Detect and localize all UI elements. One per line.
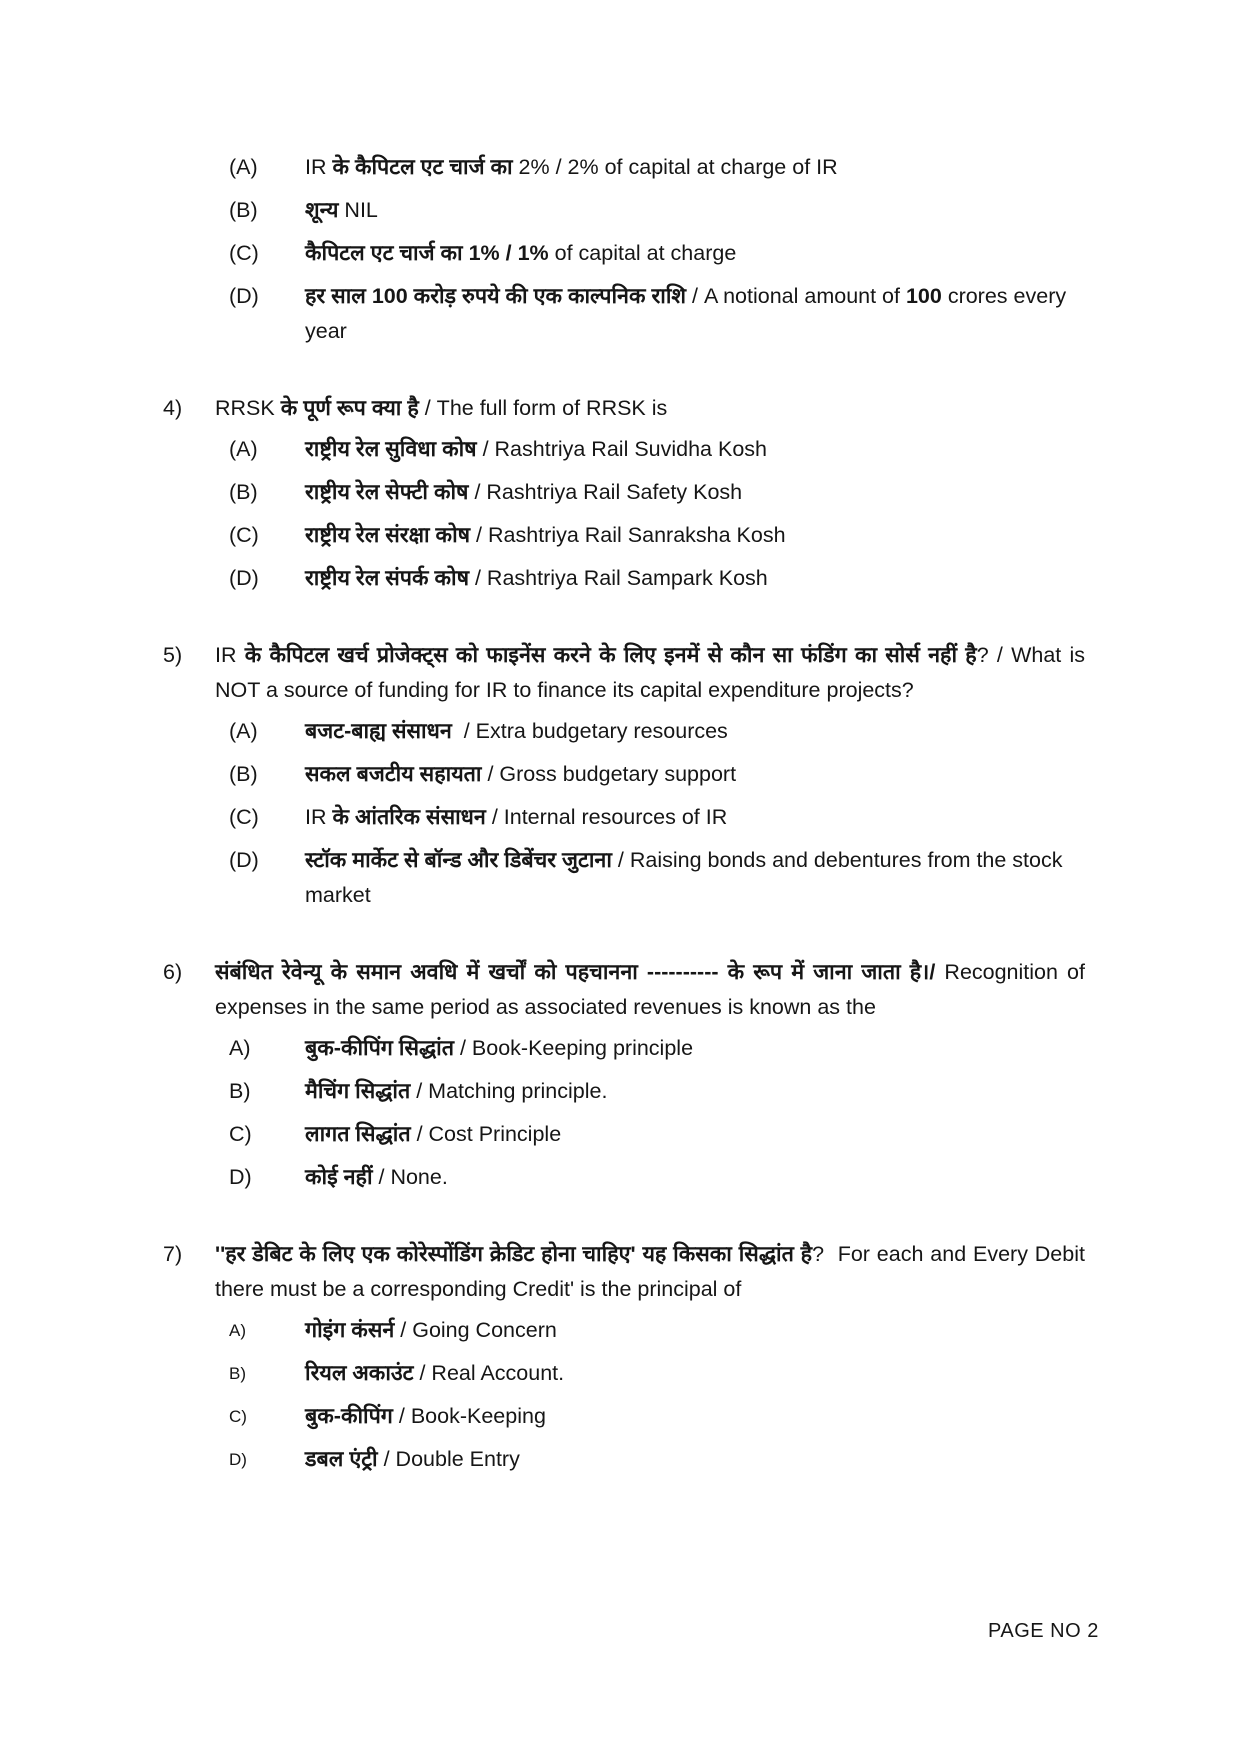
option-text-post: / Matching principle.: [410, 1079, 608, 1103]
option-text: [305, 561, 1085, 596]
option-row-a: [163, 1313, 1085, 1348]
option-text-bold: बुक-कीपिंग: [305, 1404, 393, 1428]
option-text: [305, 1356, 1085, 1391]
question-text-bold: के पूर्ण रूप क्या है: [280, 396, 419, 420]
option-text: [305, 193, 1085, 228]
option-text-bold: बजट-बाह्य संसाधन: [305, 719, 452, 743]
option-text: [305, 475, 1085, 510]
question-text-post: / The full form of RRSK is: [418, 396, 668, 420]
option-text: [305, 432, 1085, 467]
option-label: C): [229, 1407, 247, 1426]
option-label: (D): [229, 566, 259, 590]
option-text-post: / None.: [372, 1165, 448, 1189]
option-text-bold: कैपिटल एट चार्ज का 1% / 1%: [305, 241, 549, 265]
option-label: (A): [229, 155, 258, 179]
question-text-pre: RRSK: [215, 396, 281, 420]
option-label: A): [229, 1036, 251, 1060]
question-text-bold: ''हर डेबिट के लिए एक कोरेस्पोंडिंग क्रेडिट होना चाहिए' यह किसका सिद्धांत है: [215, 1242, 813, 1266]
question-text: [215, 1237, 1091, 1307]
option-row-c: [163, 236, 1085, 271]
option-text-post: / Gross budgetary support: [481, 762, 737, 786]
option-row-a: [163, 150, 1085, 185]
option-text: [305, 1074, 1085, 1109]
option-text-bold: सकल बजटीय सहायता: [305, 762, 482, 786]
option-row-d: [163, 279, 1085, 349]
option-text-post: / Rashtriya Rail Sampark Kosh: [469, 566, 768, 590]
option-label: (C): [229, 523, 259, 547]
option-text: [305, 1031, 1085, 1066]
option-label: (B): [229, 480, 258, 504]
option-text: [305, 714, 1085, 749]
question-5-heading: [163, 638, 1091, 708]
option-row-a: [163, 1031, 1085, 1066]
option-text-bold: गोइंग कंसर्न: [305, 1318, 395, 1342]
option-text-post: / Real Account.: [413, 1361, 565, 1385]
option-text: [305, 1117, 1085, 1152]
option-text-post: / Raising bonds and debentures from the stock market: [305, 848, 1069, 907]
option-row-a: [163, 432, 1085, 467]
option-text-bold: के कैपिटल एट चार्ज का: [332, 155, 513, 179]
option-text-post: / A notional amount of: [686, 284, 906, 308]
option-text-bold: राष्ट्रीय रेल संरक्षा कोष: [305, 523, 471, 547]
option-text-post: / Going Concern: [394, 1318, 557, 1342]
question-text: [215, 638, 1091, 708]
option-label: B): [229, 1364, 246, 1383]
question-6-heading: [163, 955, 1091, 1025]
option-text-bold: कोई नहीं: [305, 1165, 373, 1189]
question-7: [163, 1237, 1091, 1477]
option-label: (A): [229, 719, 258, 743]
option-text: [305, 150, 1085, 185]
option-label: (C): [229, 805, 259, 829]
option-text: [305, 843, 1085, 913]
question-4-heading: [163, 391, 1085, 426]
option-row-b: [163, 1356, 1085, 1391]
option-text-bold: राष्ट्रीय रेल संपर्क कोष: [305, 566, 470, 590]
option-row-b: [163, 475, 1085, 510]
question-number: 4): [163, 396, 183, 420]
option-row-d: [163, 1160, 1085, 1195]
question-number: 7): [163, 1242, 183, 1266]
option-text: [305, 1399, 1085, 1434]
option-row-b: [163, 757, 1085, 792]
option-text-post: / Cost Principle: [410, 1122, 562, 1146]
option-text: [305, 1313, 1085, 1348]
option-text-bold: राष्ट्रीय रेल सेफ्टी कोष: [305, 480, 469, 504]
question-text-post: ? For each and Every Debit there must be a corresponding Credit' is the principal of: [215, 1242, 1091, 1301]
option-text-post2: crores every year: [305, 284, 1073, 343]
question-3-options-continued: [163, 150, 1085, 349]
option-text-bold: रियल अकाउंट: [305, 1361, 414, 1385]
option-text-bold: डबल एंट्री: [305, 1447, 378, 1471]
option-text: [305, 1442, 1085, 1477]
option-label: (D): [229, 848, 259, 872]
option-text-post: / Rashtriya Rail Safety Kosh: [468, 480, 743, 504]
option-row-c: [163, 518, 1085, 553]
option-text-post: of capital at charge: [548, 241, 737, 265]
option-row-b: [163, 1074, 1085, 1109]
option-text-post: 2% / 2% of capital at charge of IR: [512, 155, 838, 179]
option-text-bold: लागत सिद्धांत: [305, 1122, 411, 1146]
option-text-post: / Book-Keeping: [392, 1404, 546, 1428]
option-text-post: / Extra budgetary resources: [451, 719, 728, 743]
option-text-post: / Book-Keeping principle: [454, 1036, 694, 1060]
option-row-b: [163, 193, 1085, 228]
option-label: (D): [229, 284, 259, 308]
option-text: [305, 518, 1085, 553]
question-5: [163, 638, 1091, 913]
option-text-bold: राष्ट्रीय रेल सुविधा कोष: [305, 437, 477, 461]
option-text-bold2: 100: [905, 284, 942, 308]
question-text-bold: संबंधित रेवेन्यू के समान अवधि में खर्चों को पहचानना ---------- के रूप में जाना जाता है।/: [215, 960, 936, 984]
option-label: A): [229, 1321, 246, 1340]
option-text-post: / Internal resources of IR: [485, 805, 728, 829]
option-row-a: [163, 714, 1085, 749]
question-text-bold: के कैपिटल खर्च प्रोजेक्ट्स को फाइनेंस करने के लिए इनमें से कौन सा फंडिंग का सोर्स नहीं है: [244, 643, 977, 667]
option-text-bold: हर साल 100 करोड़ रुपये की एक काल्पनिक राशि: [305, 284, 687, 308]
option-text-bold: मैचिंग सिद्धांत: [305, 1079, 411, 1103]
option-text: [305, 236, 1085, 271]
question-number: 6): [163, 960, 183, 984]
option-text-post: / Double Entry: [377, 1447, 520, 1471]
question-number: 5): [163, 643, 183, 667]
option-text-post: / Rashtriya Rail Sanraksha Kosh: [470, 523, 786, 547]
option-row-c: [163, 1117, 1085, 1152]
option-text: [305, 757, 1085, 792]
option-label: (B): [229, 198, 258, 222]
option-row-d: [163, 843, 1085, 913]
question-7-heading: [163, 1237, 1091, 1307]
option-label: (A): [229, 437, 258, 461]
option-text-bold: के आंतरिक संसाधन: [332, 805, 486, 829]
option-label: D): [229, 1450, 247, 1469]
question-text: [215, 955, 1091, 1025]
option-text-bold: स्टॉक मार्केट से बॉन्ड और डिबेंचर जुटाना: [305, 848, 612, 872]
question-4: [163, 391, 1085, 596]
option-text: [305, 1160, 1085, 1195]
option-label: B): [229, 1079, 251, 1103]
option-row-d: [163, 1442, 1085, 1477]
option-row-c: [163, 800, 1085, 835]
page-number: PAGE NO 2: [988, 1620, 1099, 1642]
option-label: D): [229, 1165, 252, 1189]
question-text-post: Recognition of expenses in the same period as associated revenues is known as the: [215, 960, 1091, 1019]
option-label: (C): [229, 241, 259, 265]
option-text-pre: IR: [305, 805, 333, 829]
option-text-post: NIL: [338, 198, 378, 222]
option-row-c: [163, 1399, 1085, 1434]
option-row-d: [163, 561, 1085, 596]
question-text: [215, 391, 1085, 426]
question-text-pre: IR: [215, 643, 245, 667]
option-text-post: / Rashtriya Rail Suvidha Kosh: [476, 437, 767, 461]
option-text: [305, 279, 1085, 349]
page-content: [163, 150, 1091, 1485]
option-text: [305, 800, 1085, 835]
option-text-pre: IR: [305, 155, 333, 179]
question-text-post: ? / What is NOT a source of funding for IR to finance its capital expenditure projects?: [215, 643, 1091, 702]
option-text-bold: शून्य: [305, 198, 339, 222]
question-6: [163, 955, 1091, 1195]
option-label: C): [229, 1122, 252, 1146]
option-label: (B): [229, 762, 258, 786]
option-text-bold: बुक-कीपिंग सिद्धांत: [305, 1036, 454, 1060]
